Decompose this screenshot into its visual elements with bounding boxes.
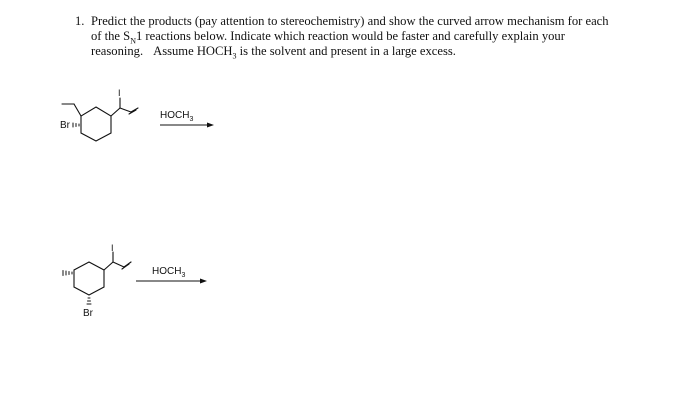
question-line-3-assume: Assume HOCH [153,44,233,58]
reaction-1-cyclohexane-ring [81,107,111,141]
reaction-1-hash-bond [73,123,79,127]
reaction-1-arrow [160,123,214,128]
reaction-2-hash-methyl [63,271,72,276]
reaction-2-cyclohexane-ring [74,262,104,295]
reaction-1-iodo-label: I [118,88,121,98]
question-line-2-start: of the S [91,29,131,43]
reaction-2-chain-bond [104,262,113,270]
reaction-1-methyl-bond [74,104,81,116]
reaction-2-iodo-label: I [111,243,114,253]
reaction-1-chain-bond [111,108,120,116]
reaction-1-bromo-label: Br [60,120,70,131]
question-number: 1. [75,14,85,28]
question-line-2-rest: 1 reactions below. Indicate which reaction would be faster and carefully explain your [135,29,565,43]
reaction-2-bromo-label: Br [83,308,93,319]
reaction-1-vinyl-bond [120,108,131,112]
reaction-1-molecule [62,98,138,141]
reaction-2-arrow [136,279,207,284]
reaction-2-vinyl-bond [113,262,124,267]
reaction-2-molecule [63,252,131,304]
reaction-1-reagent: $HOCH_3$ [160,110,194,123]
question-line-1: Predict the products (pay attention to stereochemistry) and show the curved arrow mechanism for each [91,14,609,28]
solvent-subscript: 3 [232,51,237,61]
reaction-2-reagent: $HOCH_3$ [152,266,186,279]
reaction-2-hash-bromo [87,298,91,304]
question-line-3-reasoning: reasoning. [91,44,144,58]
sn-subscript: N [130,36,136,46]
question-line-3-end: is the solvent and present in a large excess. [236,44,456,58]
